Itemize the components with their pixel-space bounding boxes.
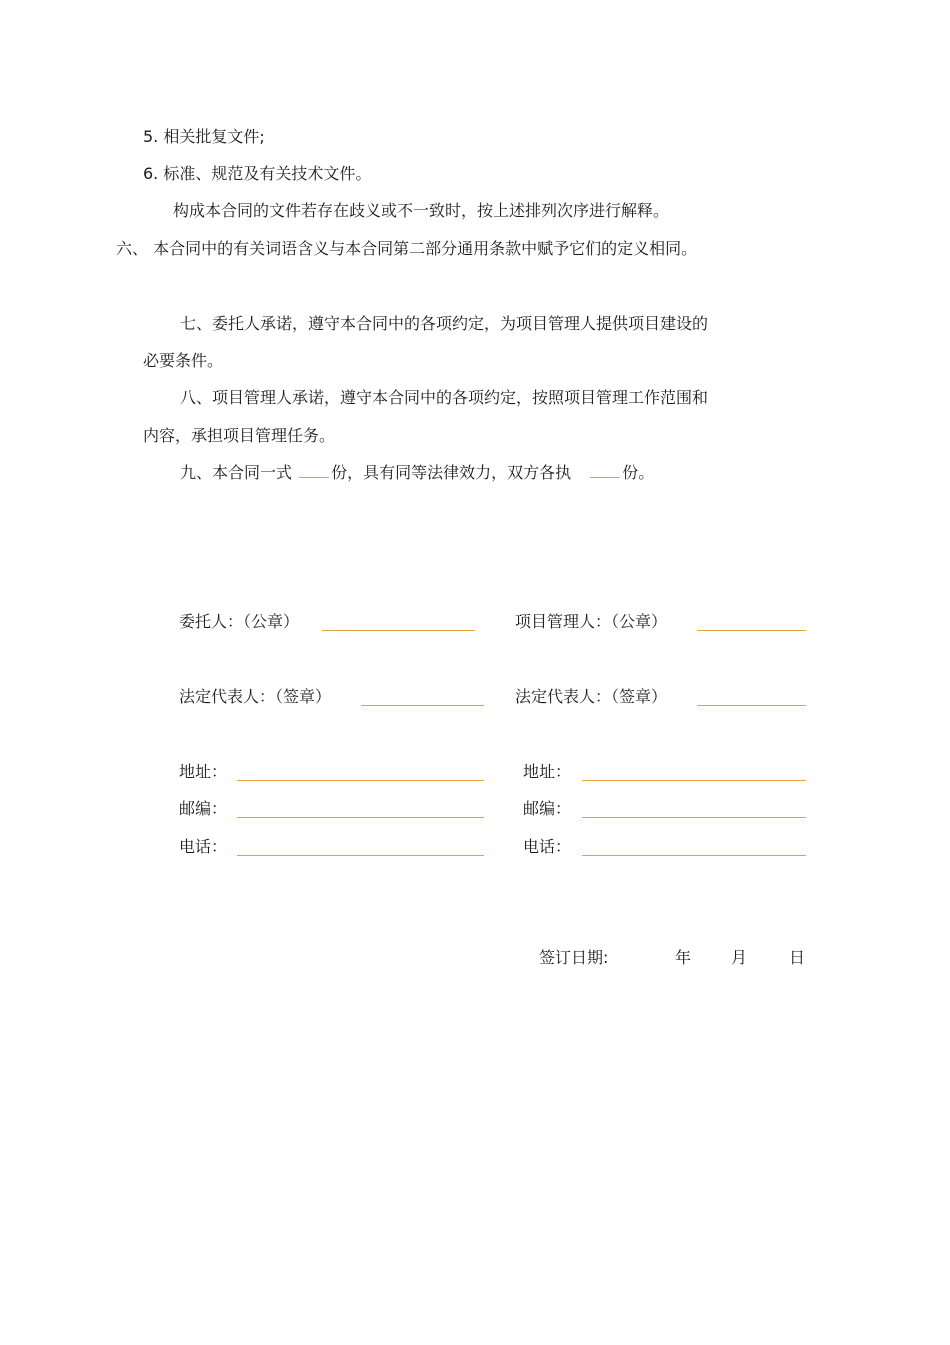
phone-right-label: 电话： bbox=[523, 837, 572, 856]
legal-rep-right-line[interactable] bbox=[697, 705, 806, 706]
clause-9-text-a: 九、本合同一式 bbox=[180, 463, 293, 482]
clause-9-text-c: 份。 bbox=[622, 463, 655, 482]
phone-left-label: 电话： bbox=[179, 837, 228, 856]
manager-seal-label: 项目管理人：（公章） bbox=[515, 612, 668, 631]
client-seal-label: 委托人：（公章） bbox=[179, 612, 300, 631]
postcode-left-label: 邮编： bbox=[179, 799, 228, 818]
clause-6: 六、 本合同中的有关词语含义与本合同第二部分通用条款中赋予它们的定义相同。 bbox=[116, 239, 698, 258]
clause-9 bbox=[180, 463, 654, 483]
manager-seal-line[interactable] bbox=[697, 630, 806, 631]
sign-date-month: 月 bbox=[731, 948, 748, 967]
phone-right-line[interactable] bbox=[582, 855, 806, 856]
phone-left-line[interactable] bbox=[237, 855, 484, 856]
legal-rep-right-label: 法定代表人：（签章） bbox=[515, 687, 668, 706]
clause-8-line2: 内容，承担项目管理任务。 bbox=[143, 426, 336, 445]
postcode-left-line[interactable] bbox=[237, 817, 484, 818]
address-left-line[interactable] bbox=[237, 780, 484, 781]
copies-total-blank[interactable] bbox=[299, 463, 329, 478]
clause-9-text-b: 份，具有同等法律效力，双方各执 bbox=[331, 463, 572, 482]
address-right-label: 地址： bbox=[523, 762, 572, 781]
order-note: 构成本合同的文件若存在歧义或不一致时，按上述排列次序进行解释。 bbox=[173, 201, 670, 220]
address-right-line[interactable] bbox=[582, 780, 806, 781]
list-item-6: 6. 标准、规范及有关技术文件。 bbox=[143, 164, 372, 183]
list-item-5: 5. 相关批复文件; bbox=[143, 127, 265, 146]
legal-rep-left-line[interactable] bbox=[361, 705, 484, 706]
client-seal-line[interactable] bbox=[322, 630, 475, 631]
sign-date-label: 签订日期: bbox=[539, 948, 609, 967]
clause-7-line1: 七、委托人承诺，遵守本合同中的各项约定，为项目管理人提供项目建设的 bbox=[180, 314, 709, 333]
sign-date-year: 年 bbox=[675, 948, 692, 967]
copies-each-blank[interactable] bbox=[590, 463, 620, 478]
address-left-label: 地址： bbox=[179, 762, 228, 781]
clause-8-line1: 八、项目管理人承诺，遵守本合同中的各项约定，按照项目管理工作范围和 bbox=[180, 388, 709, 407]
postcode-right-line[interactable] bbox=[582, 817, 806, 818]
legal-rep-left-label: 法定代表人：（签章） bbox=[179, 687, 332, 706]
postcode-right-label: 邮编： bbox=[523, 799, 572, 818]
sign-date-day: 日 bbox=[789, 948, 806, 967]
clause-7-line2: 必要条件。 bbox=[143, 351, 224, 370]
